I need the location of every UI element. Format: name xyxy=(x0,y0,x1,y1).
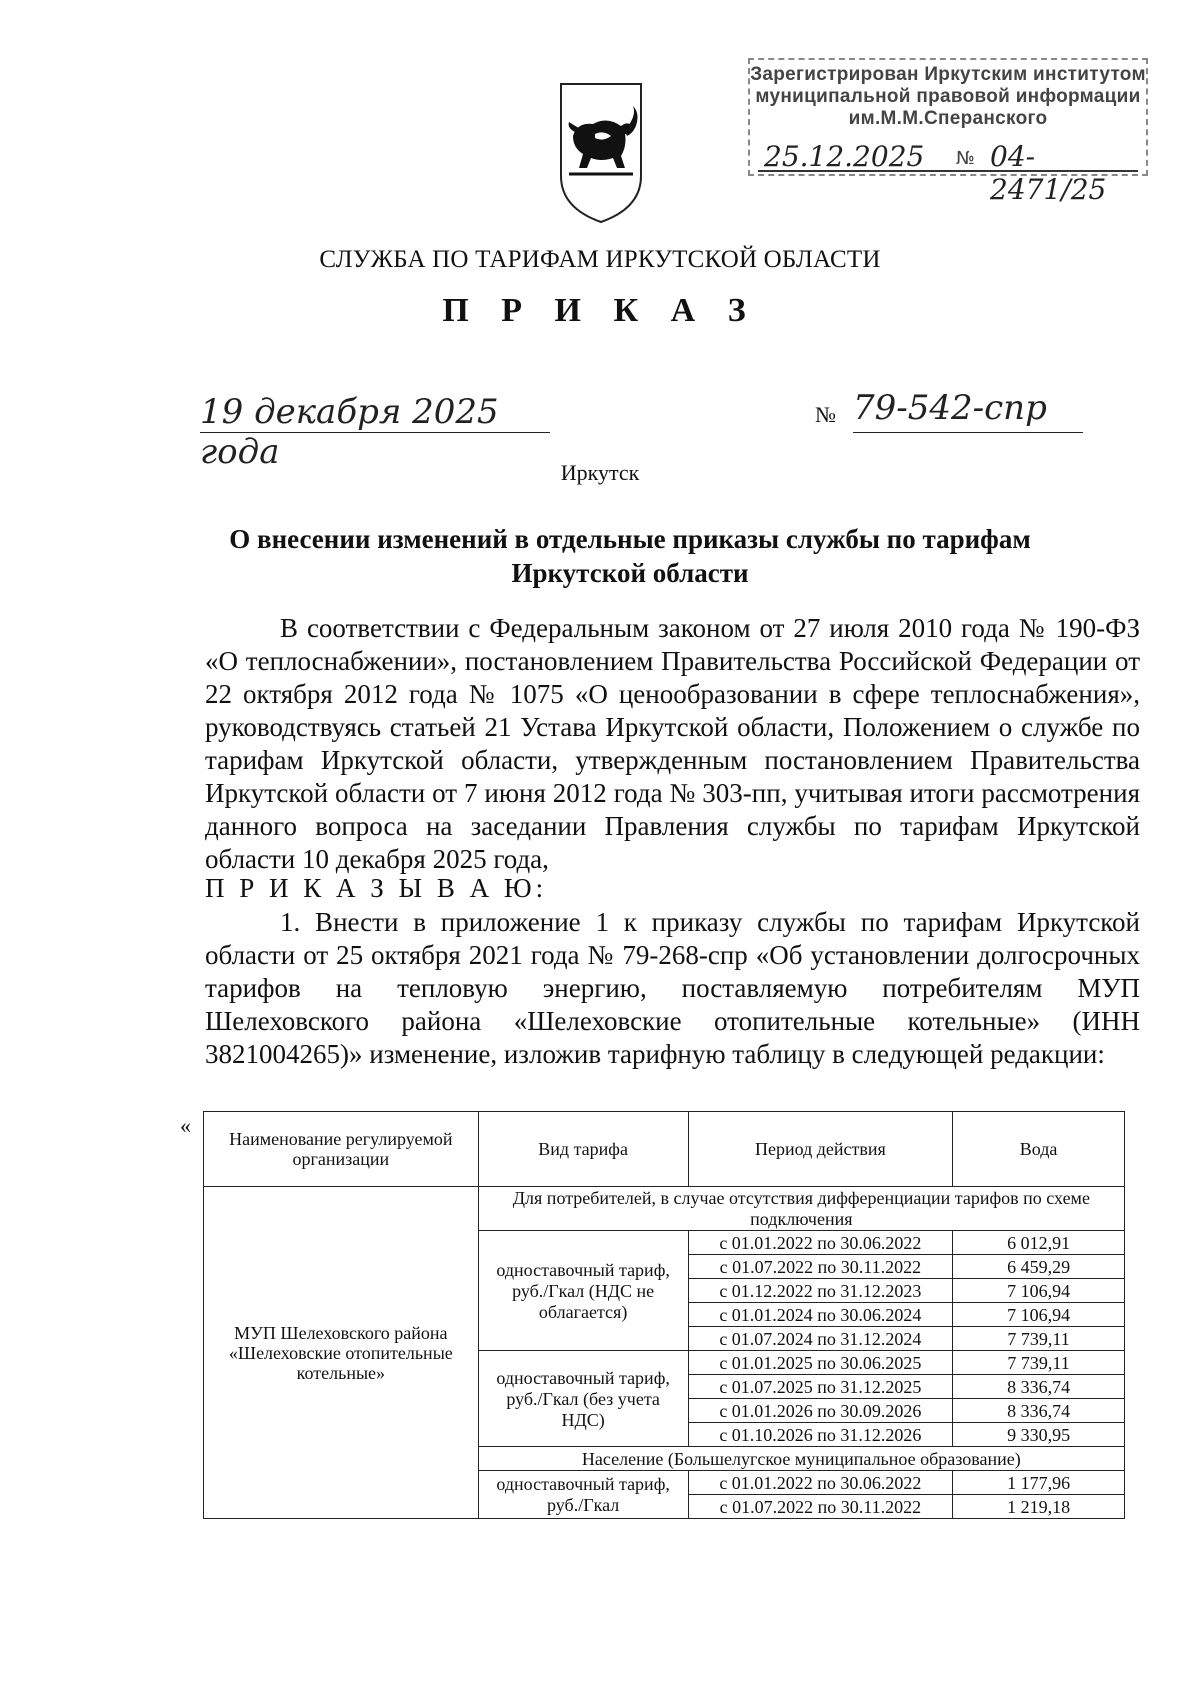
value-cell: 8 336,74 xyxy=(953,1375,1125,1399)
tariff-type-cell: одноставочный тариф, руб./Гкал (НДС не облагается) xyxy=(478,1231,688,1351)
value-cell: 6 012,91 xyxy=(953,1231,1125,1255)
period-cell: с 01.01.2022 по 30.06.2022 xyxy=(688,1471,953,1495)
period-cell: с 01.07.2022 по 30.11.2022 xyxy=(688,1255,953,1279)
period-cell: с 01.01.2024 по 30.06.2024 xyxy=(688,1303,953,1327)
period-cell: с 01.10.2026 по 31.12.2026 xyxy=(688,1423,953,1447)
value-cell: 7 106,94 xyxy=(953,1303,1125,1327)
registration-stamp xyxy=(748,58,1148,206)
header-tariff-type: Вид тарифа xyxy=(478,1112,688,1187)
stamp-number: 04-2471/25 xyxy=(990,140,1107,206)
value-cell: 7 739,11 xyxy=(953,1327,1125,1351)
tariff-table xyxy=(203,1111,1125,1519)
period-cell: с 01.07.2024 по 31.12.2024 xyxy=(688,1327,953,1351)
value-cell: 1 177,96 xyxy=(953,1471,1125,1495)
order-number-label: № xyxy=(815,402,836,427)
table-header-row xyxy=(204,1112,1125,1187)
period-cell: с 01.07.2025 по 31.12.2025 xyxy=(688,1375,953,1399)
stamp-number-label: № xyxy=(956,148,975,169)
header-organization: Наименование регулируемой организации xyxy=(204,1112,479,1187)
value-cell: 7 106,94 xyxy=(953,1279,1125,1303)
value-cell: 9 330,95 xyxy=(953,1423,1125,1447)
section-heading: Для потребителей, в случае отсутствия дифференциации тарифов по схеме подключения xyxy=(478,1187,1124,1231)
period-cell: с 01.07.2022 по 30.11.2022 xyxy=(688,1495,953,1519)
stamp-registration xyxy=(758,140,1138,206)
coat-of-arms xyxy=(555,76,647,226)
header-water: Вода xyxy=(953,1112,1125,1187)
stamp-line-2: муниципальной правовой информации xyxy=(755,86,1141,107)
section-heading: Население (Большелугское муниципальное образование) xyxy=(478,1447,1124,1471)
stamp-date: 25.12.2025 xyxy=(764,140,925,173)
order-word: П Р И К А З Ы В А Ю: xyxy=(205,873,548,903)
period-cell: с 01.12.2022 по 31.12.2023 xyxy=(688,1279,953,1303)
city: Иркутск xyxy=(560,460,640,485)
stamp-line-1: Зарегистрирован Иркутским институтом xyxy=(750,64,1146,85)
stamp-line-3: им.М.М.Сперанского xyxy=(848,108,1048,129)
preamble-paragraph: В соответствии с Федеральным законом от 27 июля 2010 года № 190-ФЗ «О теплоснабжении», постановлением Правительства Российской Федерации от 22 октября 2012 года № 1075 «О ценообразовании в сфере теплоснабжения», руководствуясь статьей 21 Устава Иркутской области, Положением о службе по тарифам Иркутской области, утвержденным постановлением Правительства Иркутской области от 7 июня 2012 года № 303-пп, учитывая итоги рассмотрения данного вопроса на заседании Правления службы по тарифам Иркутской области 10 декабря 2025 года, xyxy=(205,613,1140,874)
irkutsk-coat-of-arms-icon xyxy=(555,76,647,226)
period-cell: с 01.01.2026 по 30.09.2026 xyxy=(688,1399,953,1423)
order-number: 79-542-спр xyxy=(853,388,1083,433)
value-cell: 1 219,18 xyxy=(953,1495,1125,1519)
order-date: 19 декабря 2025 года xyxy=(200,392,550,433)
organization-cell: МУП Шелеховского района «Шелеховские отопительные котельные» xyxy=(204,1187,479,1519)
header-period: Период действия xyxy=(688,1112,953,1187)
agency-name: СЛУЖБА ПО ТАРИФАМ ИРКУТСКОЙ ОБЛАСТИ xyxy=(319,246,881,273)
tariff-type-cell: одноставочный тариф, руб./Гкал xyxy=(478,1471,688,1519)
document-title: О внесении изменений в отдельные приказы службы по тарифам Иркутской области xyxy=(229,524,1031,588)
item-1-paragraph: 1. Внести в приложение 1 к приказу службы по тарифам Иркутской области от 25 октября 2021 года № 79-268-спр «Об установлении долгосрочных тарифов на тепловую энергию, поставляемую потребителям МУП Шелеховского района «Шелеховские отопительные котельные» (ИНН 3821004265)» изменение, изложив тарифную таблицу в следующей редакции: xyxy=(205,907,1140,1069)
tariff-type-cell: одноставочный тариф, руб./Гкал (без учета НДС) xyxy=(478,1351,688,1447)
table-row xyxy=(204,1187,1125,1231)
value-cell: 6 459,29 xyxy=(953,1255,1125,1279)
value-cell: 8 336,74 xyxy=(953,1399,1125,1423)
period-cell: с 01.01.2022 по 30.06.2022 xyxy=(688,1231,953,1255)
period-cell: с 01.01.2025 по 30.06.2025 xyxy=(688,1351,953,1375)
opening-quote: « xyxy=(180,1113,191,1138)
value-cell: 7 739,11 xyxy=(953,1351,1125,1375)
document-type: П Р И К А З xyxy=(442,292,758,329)
